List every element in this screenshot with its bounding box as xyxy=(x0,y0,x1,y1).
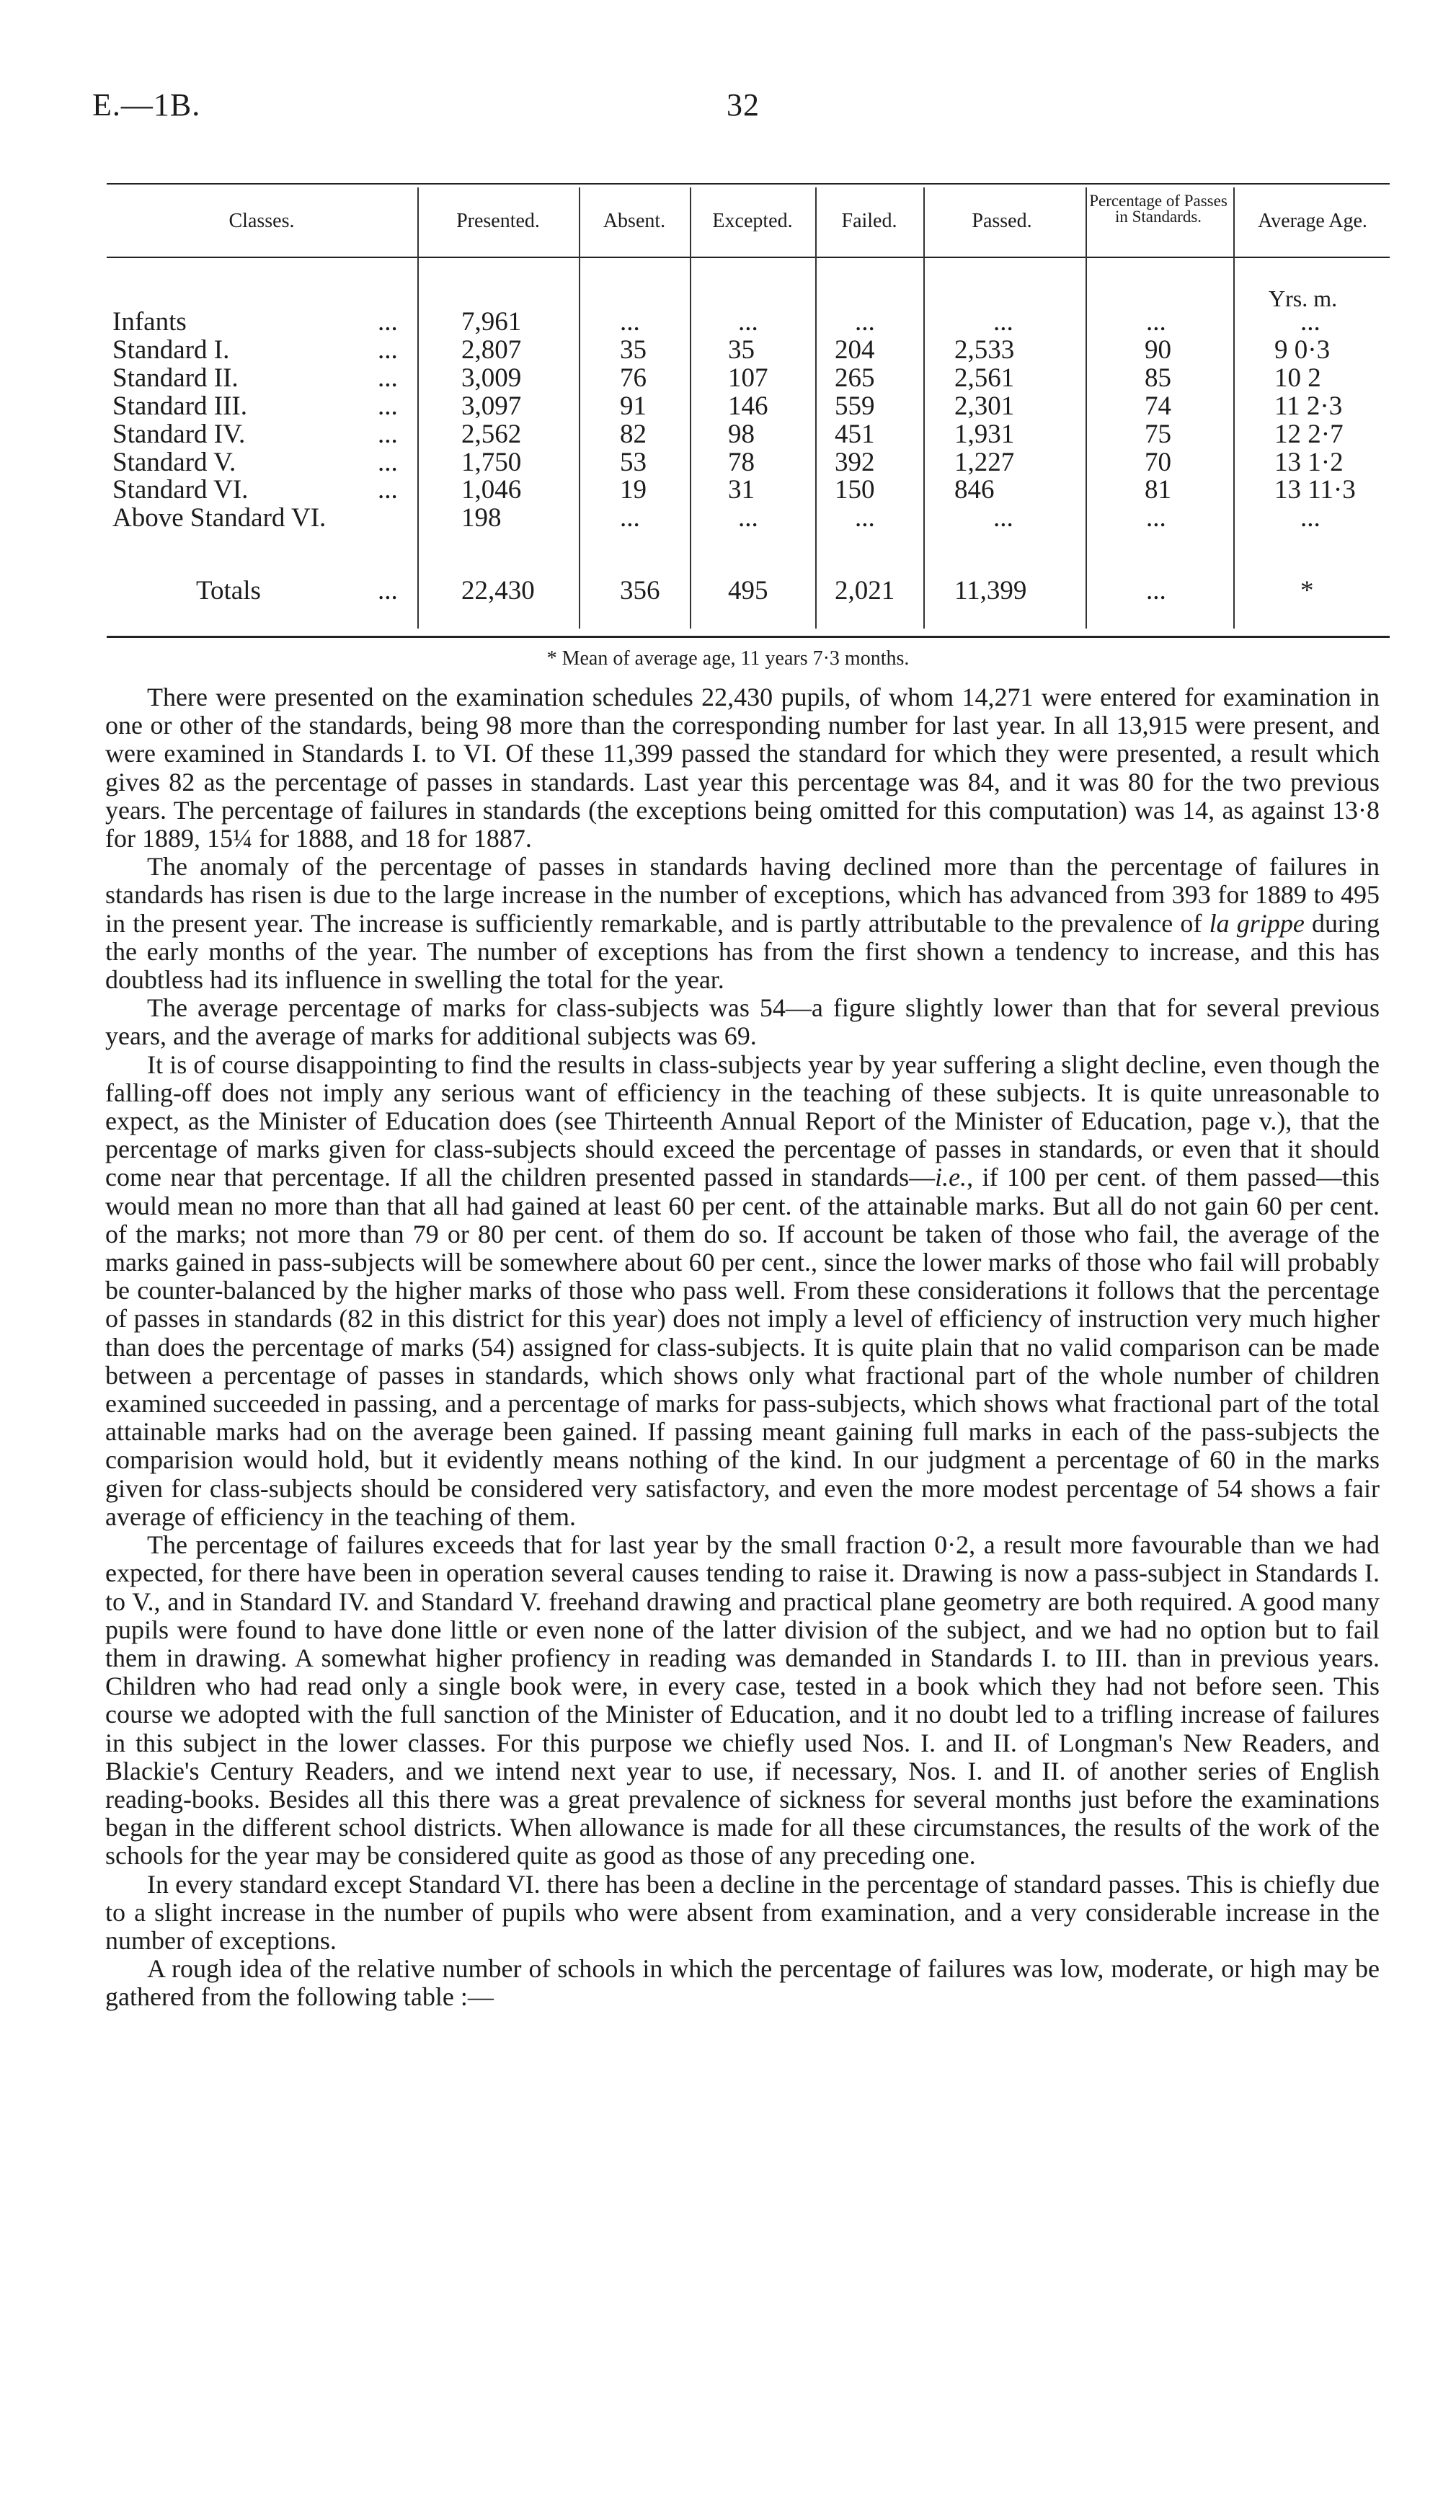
col-header-classes: Classes. xyxy=(228,210,295,232)
totals-excepted: 495 xyxy=(728,576,768,605)
col-header-excepted: Excepted. xyxy=(712,210,793,232)
cell-excepted: 98 xyxy=(728,419,755,449)
leader-dots: ... xyxy=(378,334,398,365)
col-header-absent: Absent. xyxy=(603,210,666,232)
cell-presented: 3,097 xyxy=(461,391,522,421)
cell-passed: 2,301 xyxy=(954,391,1015,421)
cell-percentage: 70 xyxy=(1145,447,1171,477)
cell-presented: 2,807 xyxy=(461,334,522,365)
cell-passed: 2,561 xyxy=(954,363,1015,393)
column-separator xyxy=(815,187,817,629)
cell-absent: ... xyxy=(620,307,640,337)
row-label: Standard I. xyxy=(112,334,230,365)
cell-passed: 1,227 xyxy=(954,447,1015,477)
cell-failed: 559 xyxy=(835,391,875,421)
cell-excepted: 107 xyxy=(728,363,768,393)
cell-absent: 53 xyxy=(620,447,647,477)
cell-excepted: 31 xyxy=(728,475,755,505)
cell-passed: 846 xyxy=(954,475,995,505)
paragraph: A rough idea of the relative number of schools in which the percentage of failures was low, moderate, or high may be gathered from the following table :— xyxy=(105,1954,1380,2012)
row-label: Above Standard VI. xyxy=(112,503,327,533)
cell-percentage: 81 xyxy=(1145,475,1171,505)
table-footnote: * Mean of average age, 11 years 7·3 months. xyxy=(546,647,910,670)
totals-label: Totals xyxy=(196,576,261,605)
cell-excepted: 35 xyxy=(728,334,755,365)
cell-passed: 1,931 xyxy=(954,419,1015,449)
cell-passed: 2,533 xyxy=(954,334,1015,365)
cell-failed: 451 xyxy=(835,419,875,449)
cell-failed: ... xyxy=(855,307,875,337)
totals-presented: 22,430 xyxy=(461,576,535,605)
row-label: Standard II. xyxy=(112,363,239,393)
col-header-percentage: Percentage of Passes in Standards. xyxy=(1089,192,1228,226)
cell-failed: ... xyxy=(855,503,875,533)
col-header-average-age: Average Age. xyxy=(1258,210,1367,232)
leader-dots: ... xyxy=(378,391,398,421)
cell-percentage: ... xyxy=(1146,503,1166,533)
col-header-failed: Failed. xyxy=(841,210,897,232)
cell-failed: 150 xyxy=(835,475,875,505)
cell-failed: 265 xyxy=(835,363,875,393)
leader-dots: ... xyxy=(378,307,398,337)
cell-presented: 7,961 xyxy=(461,307,522,337)
col-header-passed: Passed. xyxy=(972,210,1032,232)
paragraph: In every standard except Standard VI. there has been a decline in the percentage of standard passes. This is chiefly due to a slight increase in the number of pupils who were absent from examination, and a very considerable increase in the number of exceptions. xyxy=(105,1869,1380,1955)
cell-failed: 392 xyxy=(835,447,875,477)
totals-percentage: ... xyxy=(1146,576,1166,605)
cell-passed: ... xyxy=(993,307,1013,337)
column-separator xyxy=(1233,187,1235,629)
cell-age: 10 2 xyxy=(1274,363,1321,393)
totals-absent: 356 xyxy=(620,576,660,605)
cell-age: 13 1·2 xyxy=(1274,447,1344,477)
cell-absent: 76 xyxy=(620,363,647,393)
totals-age: * xyxy=(1300,576,1314,605)
row-label: Standard V. xyxy=(112,447,236,477)
cell-presented: 1,750 xyxy=(461,447,522,477)
leader-dots: ... xyxy=(378,475,398,505)
cell-absent: 82 xyxy=(620,419,647,449)
cell-absent: ... xyxy=(620,503,640,533)
cell-excepted: ... xyxy=(738,503,758,533)
cell-excepted: 146 xyxy=(728,391,768,421)
row-label: Standard III. xyxy=(112,391,247,421)
paragraph: The anomaly of the percentage of passes in standards having declined more than the percentage of failures in standards has risen is due to the large increase in the number of exceptions, which has advanced from 393 for 1889 to 495 in the present year. The increase is sufficiently remarkable, and is partly attributable to the prevalence of la grippe during the early months of the year. The number of exceptions has from the first shown a tendency to increase, and this has doubtless had its influence in swelling the total for the year. xyxy=(105,852,1380,995)
column-separator xyxy=(417,187,419,629)
report-reference: E.—1B. xyxy=(92,87,201,123)
cell-presented: 198 xyxy=(461,503,502,533)
row-label: Standard VI. xyxy=(112,475,249,505)
table-header-rule xyxy=(107,257,1390,258)
column-separator xyxy=(923,187,925,629)
leader-dots: ... xyxy=(378,419,398,449)
cell-absent: 19 xyxy=(620,475,647,505)
cell-presented: 2,562 xyxy=(461,419,522,449)
cell-absent: 91 xyxy=(620,391,647,421)
cell-age: 12 2·7 xyxy=(1274,419,1344,449)
cell-percentage: 90 xyxy=(1145,334,1171,365)
italic-phrase: la grippe xyxy=(1209,908,1305,938)
cell-age: ... xyxy=(1300,307,1320,337)
col-header-presented: Presented. xyxy=(456,210,540,232)
totals-failed: 2,021 xyxy=(835,576,895,605)
cell-percentage: 85 xyxy=(1145,363,1171,393)
cell-passed: ... xyxy=(993,503,1013,533)
table-bottom-rule xyxy=(107,636,1390,638)
column-separator xyxy=(1086,187,1087,629)
row-label: Standard IV. xyxy=(112,419,246,449)
italic-phrase: i.e. xyxy=(935,1163,967,1192)
examination-results-table xyxy=(107,183,1390,639)
cell-age: 9 0·3 xyxy=(1274,334,1331,365)
table-top-rule xyxy=(107,183,1390,185)
leader-dots: ... xyxy=(378,447,398,477)
totals-passed: 11,399 xyxy=(954,576,1027,605)
cell-excepted: 78 xyxy=(728,447,755,477)
cell-age: 13 11·3 xyxy=(1274,475,1356,505)
paragraph: There were presented on the examination schedules 22,430 pupils, of whom 14,271 were entered for examination in one or other of the standards, being 98 more than the corresponding number for last year. In all 13,915 were present, and were examined in Standards I. to VI. Of these 11,399 passed the standard for which they were presented, a result which gives 82 as the percentage of passes in standards. Last year this percentage was 84, and it was 80 for the two previous years. The percentage of failures in standards (the exceptions being omitted for this computation) was 14, as against 13·8 for 1889, 15¼ for 1888, and 18 for 1887. xyxy=(105,683,1380,853)
cell-age: ... xyxy=(1300,503,1320,533)
age-unit-label: Yrs. m. xyxy=(1269,285,1338,311)
cell-percentage: 74 xyxy=(1145,391,1171,421)
page-number: 32 xyxy=(727,87,760,123)
report-body xyxy=(105,683,1380,2012)
row-label: Infants xyxy=(112,307,187,337)
paragraph: The average percentage of marks for class-subjects was 54—a figure slightly lower than that for several previous years, and the average of marks for additional subjects was 69. xyxy=(105,993,1380,1051)
leader-dots: ... xyxy=(378,363,398,393)
cell-percentage: ... xyxy=(1146,307,1166,337)
paragraph: It is of course disappointing to find the results in class-subjects year by year suffering a slight decline, even though the falling-off does not imply any serious want of efficiency in the teaching of these subjects. It is quite unreasonable to expect, as the Minister of Education does (see Thirteenth Annual Report of the Minister of Education, page v.), that the percentage of marks given for class-subjects should exceed the percentage of passes in standards, or even that it should come near that percentage. If all the children presented passed in standards—i.e., if 100 per cent. of them passed—this would mean no more than that all had gained at least 60 per cent. of the attainable marks. But all do not gain 60 per cent. of the marks; not more than 79 or 80 per cent. of them do so. If account be taken of those who fail, the average of the marks gained in pass-subjects will be somewhere about 60 per cent., since the lower marks of those who fail will probably be counter-balanced by the higher marks of those who pass well. From these considerations it follows that the percentage of passes in standards (82 in this district for this year) does not imply a level of efficiency of instruction very much higher than does the percentage of marks (54) assigned for class-subjects. It is quite plain that no valid comparison can be made between a percentage of passes in standards, which shows only what fractional part of the whole number of children examined succeeded in passing, and a percentage of marks for pass-subjects, which shows what fractional part of the total attainable marks had on the average been gained. If passing meant gaining full marks in each of the pass-subjects the comparision would hold, but it evidently means nothing of the kind. In our judgment a percentage of 60 in the marks given for class-subjects should be considered very satisfactory, and even the more modest percentage of 54 shows a fair average of efficiency in the teaching of them. xyxy=(105,1050,1380,1531)
cell-absent: 35 xyxy=(620,334,647,365)
cell-presented: 3,009 xyxy=(461,363,522,393)
column-separator xyxy=(579,187,580,629)
column-separator xyxy=(690,187,691,629)
cell-presented: 1,046 xyxy=(461,475,522,505)
paragraph: The percentage of failures exceeds that for last year by the small fraction 0·2, a result more favourable than we had expected, for there have been in operation several causes tending to raise it. Drawing is now a pass-subject in Standards I. to V., and in Standard IV. and Standard V. freehand drawing and practical plane geometry are both required. A good many pupils were found to have done little or even none of the latter division of the subject, and we had no option but to fail them in drawing. A somewhat higher profiency in reading was demanded in Standards I. to III. than in previous years. Children who had read only a single book were, in every case, tested in a book which they had not before seen. This course we adopted with the full sanction of the Minister of Education, and it no doubt led to a trifling increase of failures in this subject in the lower classes. For this purpose we chiefly used Nos. I. and II. of Longman's New Readers, and Blackie's Century Readers, and we intend next year to use, if necessary, Nos. I. and II. of another series of English reading-books. Besides all this there was a great prevalence of sickness for several months just before the examinations began in the different school districts. When allowance is made for all these circumstances, the results of the work of the schools for the year may be considered quite as good as those of any preceding one. xyxy=(105,1530,1380,1871)
leader-dots: ... xyxy=(378,576,398,605)
cell-age: 11 2·3 xyxy=(1274,391,1343,421)
cell-excepted: ... xyxy=(738,307,758,337)
cell-failed: 204 xyxy=(835,334,875,365)
cell-percentage: 75 xyxy=(1145,419,1171,449)
